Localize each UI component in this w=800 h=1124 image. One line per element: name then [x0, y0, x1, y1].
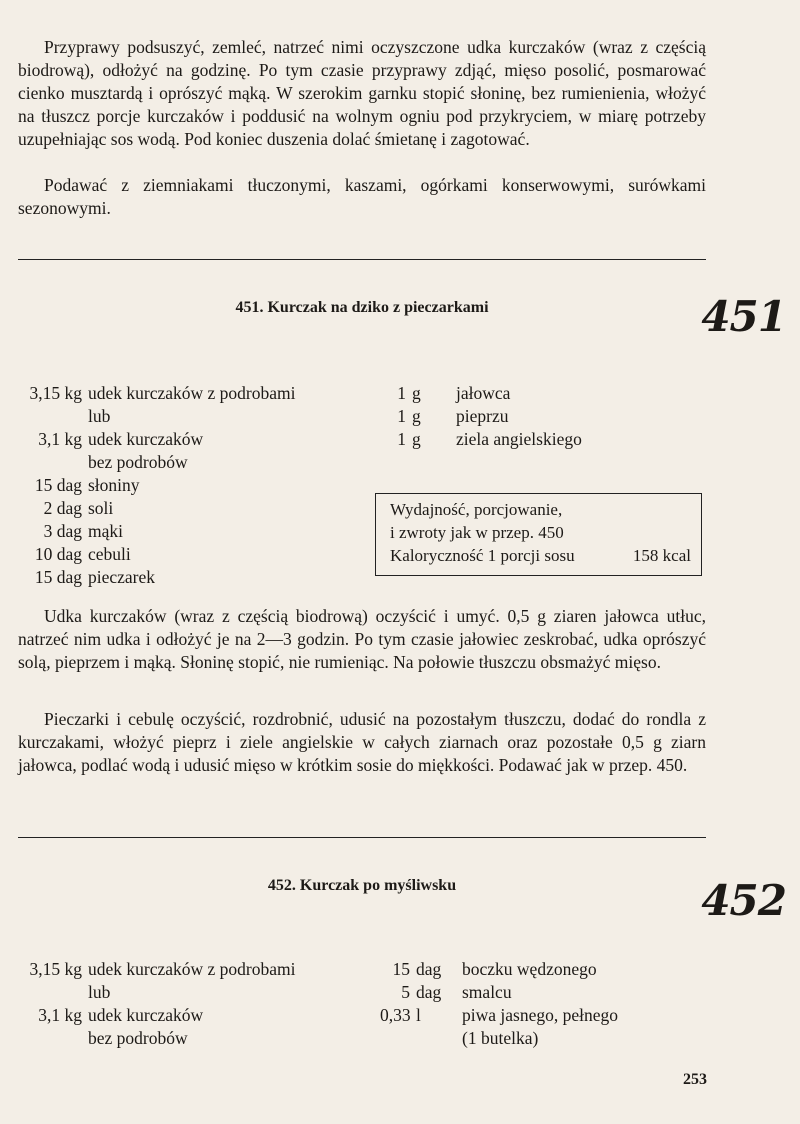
ingredient-row: [18, 981, 296, 1004]
ingredient-quantity: [380, 1027, 416, 1050]
ingredient-quantity: 1: [397, 429, 406, 449]
ingredient-unit: g: [412, 383, 421, 403]
kcal-value: 158 kcal: [632, 546, 691, 565]
ingredient-quantity: 10 dag: [34, 544, 82, 564]
ingredient-quantity: 3,1 kg: [38, 1005, 82, 1025]
recipe-452-ingredients-right: [380, 958, 618, 1050]
ingredient-quantity: [18, 451, 88, 474]
ingredient-row: [18, 566, 296, 589]
ingredient-name: słoniny: [88, 475, 140, 495]
ingredient-name: jałowca: [456, 383, 511, 403]
ingredient-row: [18, 1004, 296, 1027]
ingredient-name: pieprzu: [456, 406, 509, 426]
ingredient-quantity: 3 dag: [43, 521, 82, 541]
ingredient-name: bez podrobów: [88, 1028, 188, 1048]
ingredient-quantity: 3,15 kg: [29, 959, 82, 979]
info-box-line-1: Wydajność, porcjowanie,: [390, 500, 563, 519]
intro-paragraph-2: Podawać z ziemniakami tłuczonymi, kaszami, ogórkami konserwowymi, surówkami sezonowymi.: [18, 175, 706, 218]
ingredient-name: lub: [88, 406, 111, 426]
ingredient-quantity: 15 dag: [34, 475, 82, 495]
ingredient-quantity: 1: [397, 406, 406, 426]
ingredient-name: lub: [88, 982, 111, 1002]
section-divider-452: [18, 837, 706, 838]
recipe-452-ingredients-left: [18, 958, 296, 1050]
ingredient-quantity: 1: [397, 383, 406, 403]
ingredient-row: [380, 382, 582, 405]
ingredient-unit: dag: [416, 982, 442, 1002]
ingredient-name: mąki: [88, 521, 123, 541]
ingredient-name: piwa jasnego, pełnego: [462, 1005, 618, 1025]
ingredient-row: [18, 382, 296, 405]
recipe-452-title: 452. Kurczak po myśliwsku: [267, 877, 457, 894]
ingredient-name: smalcu: [462, 982, 512, 1002]
ingredient-row: [18, 474, 296, 497]
ingredient-quantity: 2 dag: [43, 498, 82, 518]
ingredient-row: [380, 405, 582, 428]
ingredient-row: [380, 428, 582, 451]
ingredient-row: [380, 981, 618, 1004]
ingredient-quantity: 0,33: [380, 1005, 411, 1025]
ingredient-row: [18, 543, 296, 566]
ingredient-name: boczku wędzonego: [462, 959, 597, 979]
ingredient-unit: dag: [416, 959, 442, 979]
ingredient-name: pieczarek: [88, 567, 156, 587]
ingredient-row: [380, 958, 618, 981]
section-divider-451: [18, 259, 706, 260]
ingredient-name: udek kurczaków: [88, 429, 204, 449]
ingredient-unit: [416, 1027, 462, 1050]
ingredient-row: [18, 405, 296, 428]
ingredient-name: udek kurczaków z podrobami: [88, 383, 296, 403]
ingredient-quantity: [18, 981, 88, 1004]
ingredient-row: [18, 428, 296, 451]
ingredient-quantity: 3,1 kg: [38, 429, 82, 449]
ingredient-quantity: [18, 1027, 88, 1050]
ingredient-name: ziela angielskiego: [456, 429, 582, 449]
recipe-452-number: 452: [701, 876, 786, 925]
ingredient-quantity: 3,15 kg: [29, 383, 82, 403]
ingredient-row: [18, 520, 296, 543]
ingredient-name: soli: [88, 498, 114, 518]
recipe-451-title: 451. Kurczak na dziko z pieczarkami: [235, 299, 489, 316]
recipe-451-info-box: [375, 493, 702, 576]
ingredient-row: [380, 1004, 618, 1027]
ingredient-unit: l: [416, 1005, 421, 1025]
kcal-label: Kaloryczność 1 porcji sosu: [390, 546, 575, 565]
ingredient-name: bez podrobów: [88, 452, 188, 472]
ingredient-quantity: 15: [392, 959, 410, 979]
ingredient-row: [18, 958, 296, 981]
ingredient-unit: g: [412, 406, 421, 426]
intro-paragraph-1: Przyprawy podsuszyć, zemleć, natrzeć nimi oczyszczone udka kurczaków (wraz z częścią biodrową), odłożyć na godzinę. Po tym czasie przyprawy zdjąć, mięso posolić, posmarować cienko musztardą i oprószyć mąką. W szerokim garnku stopić słoninę, bez rumienienia, włożyć na tłuszcz porcje kurczaków i poddusić na wolnym ogniu pod przykryciem, w miarę potrzeby uzupełniając sos wodą. Pod koniec duszenia dolać śmietanę i zagotować.: [18, 37, 706, 149]
ingredient-row: [18, 497, 296, 520]
page-number: 253: [683, 1071, 707, 1088]
ingredient-name: udek kurczaków: [88, 1005, 204, 1025]
recipe-451-paragraph-2: Pieczarki i cebulę oczyścić, rozdrobnić, udusić na pozostałym tłuszczu, dodać do rondla z kurczakami, włożyć pieprz i ziele angielskie w całych ziarnach oraz pozostałe 0,5 g ziarn jałowca, podlać wodą i udusić mięso w krótkim sosie do miękkości. Podawać jak w przep. 450.: [18, 709, 706, 775]
ingredient-row: [18, 1027, 296, 1050]
info-box-kcal-row: [390, 544, 691, 567]
recipe-451-ingredients-right: [380, 382, 582, 451]
ingredient-quantity: [18, 405, 88, 428]
recipe-451-paragraph-1: Udka kurczaków (wraz z częścią biodrową) oczyścić i umyć. 0,5 g ziaren jałowca utłuc, natrzeć nim udka i odłożyć je na 2—3 godzin. Po tym czasie jałowiec zeskrobać, udka oprószyć solą, pieprzem i mąką. Słoninę stopić, nie rumieniąc. Na połowie tłuszczu obsmażyć mięso.: [18, 606, 706, 672]
recipe-451-number: 451: [701, 292, 786, 341]
info-box-line-2: i zwroty jak w przep. 450: [390, 523, 564, 542]
ingredient-row: [18, 451, 296, 474]
ingredient-name: cebuli: [88, 544, 131, 564]
ingredient-unit: g: [412, 429, 421, 449]
ingredient-name: (1 butelka): [462, 1028, 539, 1048]
ingredient-quantity: 5: [401, 982, 410, 1002]
recipe-451-ingredients-left: [18, 382, 296, 589]
ingredient-name: udek kurczaków z podrobami: [88, 959, 296, 979]
ingredient-quantity: 15 dag: [34, 567, 82, 587]
ingredient-row: [380, 1027, 618, 1050]
